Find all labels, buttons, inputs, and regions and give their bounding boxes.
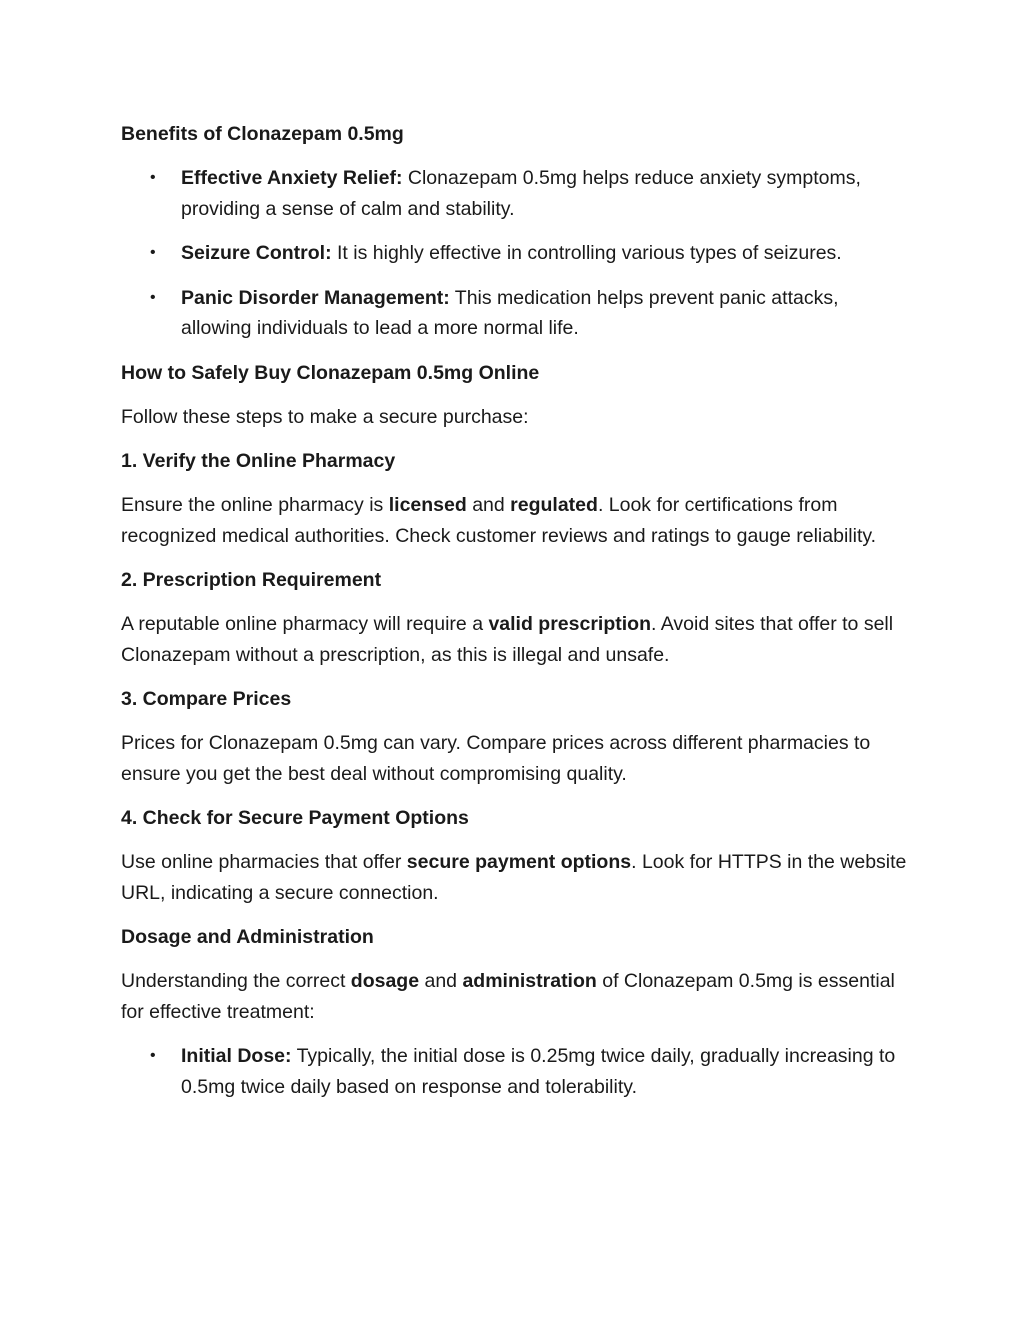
step3-heading: 3. Compare Prices [121, 688, 292, 710]
step1-paragraph [121, 490, 911, 551]
bold-run: administration [462, 970, 597, 992]
text-run: . Look for HTTPS in the website URL, indicating a secure connection. [121, 851, 907, 904]
text-run: . Look for certifications from recognized medical authorities. Check customer reviews and ratings to gauge reliability. [121, 494, 877, 547]
bullet-icon: • [150, 169, 156, 186]
item-label: Effective Anxiety Relief: [181, 167, 403, 189]
bold-run: valid prescription [488, 613, 651, 635]
document-page [121, 119, 911, 1116]
step2-paragraph [121, 609, 911, 670]
step2-heading: 2. Prescription Requirement [121, 569, 382, 591]
text-run: Understanding the correct [121, 970, 351, 992]
text-run: A reputable online pharmacy will require a [121, 613, 489, 635]
dosage-paragraph [121, 966, 911, 1027]
benefits-heading: Benefits of Clonazepam 0.5mg [121, 123, 404, 145]
buy-heading: How to Safely Buy Clonazepam 0.5mg Online [121, 361, 540, 384]
item-label: Initial Dose: [181, 1045, 292, 1067]
text-run: of Clonazepam 0.5mg is essential for effective treatment: [121, 970, 895, 1023]
item-label: Panic Disorder Management: [181, 286, 450, 309]
text-run: and [466, 494, 511, 516]
list-item [121, 283, 911, 344]
item-text: Typically, the initial dose is 0.25mg twice daily, gradually increasing to 0.5mg twice daily based on response and tolerability. [181, 1045, 896, 1098]
text-run: Use online pharmacies that offer [121, 851, 407, 873]
text-run: Ensure the online pharmacy is [121, 494, 389, 516]
text-run: . Avoid sites that offer to sell Clonazepam without a prescription, as this is illegal and unsafe. [121, 613, 894, 666]
list-item [121, 1041, 911, 1102]
step4-heading: 4. Check for Secure Payment Options [121, 807, 469, 829]
step1-heading: 1. Verify the Online Pharmacy [121, 450, 396, 472]
step3-paragraph: Prices for Clonazepam 0.5mg can vary. Compare prices across different pharmacies to ensure you get the best deal without compromising quality. [121, 732, 871, 785]
item-text: It is highly effective in controlling various types of seizures. [331, 242, 842, 264]
bullet-icon: • [150, 288, 156, 306]
benefits-list [121, 163, 911, 344]
bullet-icon: • [150, 244, 156, 261]
text-run: and [419, 970, 463, 992]
list-item [121, 163, 911, 224]
step4-paragraph [121, 847, 911, 908]
bold-run: regulated [510, 494, 598, 516]
list-item [121, 238, 911, 269]
bullet-icon: • [150, 1047, 156, 1064]
dosage-list [121, 1041, 911, 1102]
dosage-heading: Dosage and Administration [121, 926, 374, 948]
bold-run: licensed [388, 494, 467, 516]
item-text: This medication helps prevent panic attacks, allowing individuals to lead a more normal life. [181, 286, 839, 339]
item-label: Seizure Control: [181, 242, 332, 264]
bold-run: secure payment options [406, 851, 632, 873]
buy-intro: Follow these steps to make a secure purchase: [121, 405, 529, 428]
bold-run: dosage [350, 970, 420, 992]
item-text: Clonazepam 0.5mg helps reduce anxiety symptoms, providing a sense of calm and stability. [181, 167, 861, 220]
